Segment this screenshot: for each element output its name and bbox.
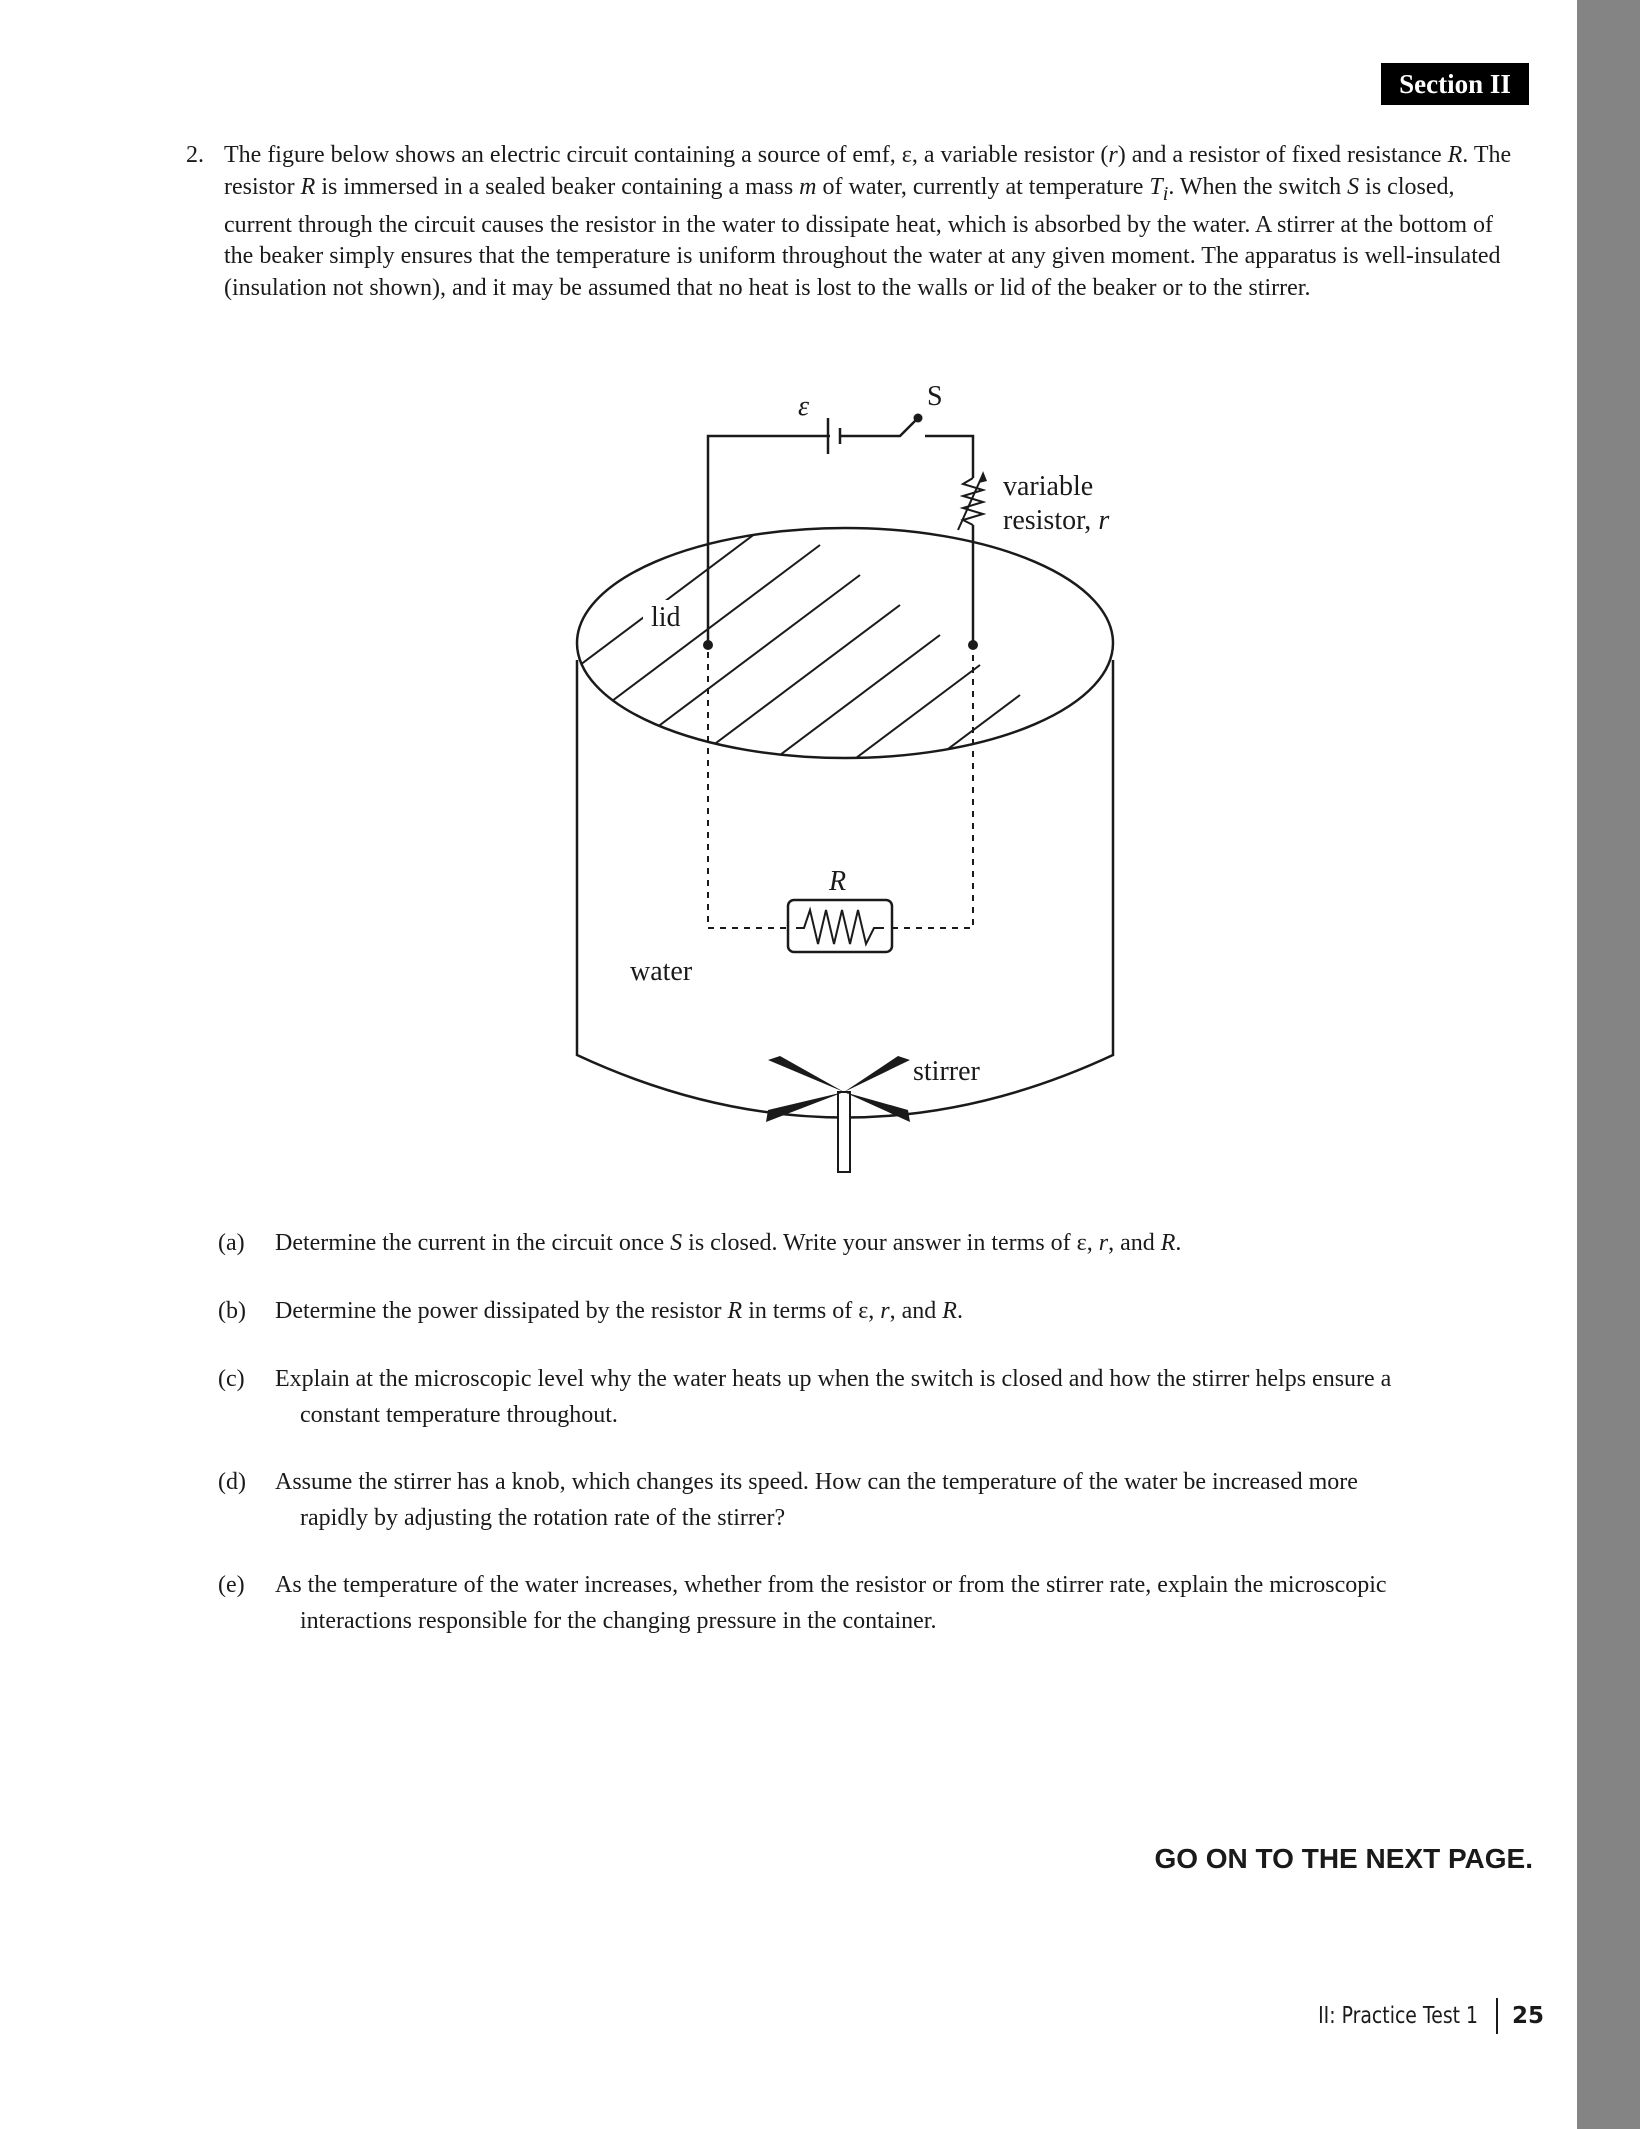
part-line: Assume the stirrer has a knob, which changes its speed. How can the temperature of the water be increased more xyxy=(275,1469,1358,1495)
page-footer xyxy=(1150,1996,1544,2036)
variable-resistor-label-line2 xyxy=(1003,505,1109,536)
circuit-diagram xyxy=(540,370,1140,1180)
part-line: Determine the power dissipated by the resistor R in terms of ε, r, and R. xyxy=(275,1298,963,1324)
switch-pivot xyxy=(914,414,923,423)
lid-terminal-right xyxy=(968,640,978,650)
part-line: Determine the current in the circuit once S is closed. Write your answer in terms of ε, r, and R. xyxy=(275,1230,1182,1256)
stirrer-label: stirrer xyxy=(913,1056,980,1087)
part-text xyxy=(275,1293,1505,1329)
part-label: (b) xyxy=(218,1298,246,1324)
page-number: 25 xyxy=(1511,2003,1544,2029)
question-intro: The figure below shows an electric circuit containing a source of emf, ε, a variable resistor (r) and a resistor of fixed resistance R. The resistor R is immersed in a sealed beaker containing a mass m of water, currently at temperature $T_i$. When the switch S is closed, current through the circuit causes the resistor in the water to dissipate heat, which is absorbed by the water. A stirrer at the bottom of the beaker simply ensures that the temperature is uniform throughout the water at any given moment. The apparatus is well-insulated (insulation not shown), and it may be assumed that no heat is lost to the walls or lid of the beaker or to the stirrer. xyxy=(224,142,1512,301)
go-on-notice: GO ON TO THE NEXT PAGE. xyxy=(1154,1843,1533,1874)
part-continuation: constant temperature throughout. xyxy=(300,1402,618,1428)
variable-resistor-word: resistor, xyxy=(1003,505,1092,536)
section-tab xyxy=(1381,63,1529,105)
part-text xyxy=(275,1567,1505,1639)
part-text xyxy=(275,1464,1505,1536)
footer-divider xyxy=(1496,1998,1498,2034)
part-label: (e) xyxy=(218,1572,245,1598)
variable-resistor-symbol: r xyxy=(1098,505,1110,536)
part-label: (a) xyxy=(218,1230,245,1256)
part-continuation: interactions responsible for the changing pressure in the container. xyxy=(300,1608,937,1634)
part-continuation: rapidly by adjusting the rotation rate of the stirrer? xyxy=(300,1505,786,1531)
fixed-resistor xyxy=(788,900,892,952)
part-label: (d) xyxy=(218,1469,246,1495)
part-text xyxy=(275,1361,1505,1433)
part-line: Explain at the microscopic level why the water heats up when the switch is closed and how the stirrer helps ensure a xyxy=(275,1366,1392,1392)
switch-label: S xyxy=(927,381,943,412)
lid-label: lid xyxy=(651,602,681,633)
lid-terminal-left xyxy=(703,640,713,650)
part-label: (c) xyxy=(218,1366,245,1392)
variable-resistor xyxy=(958,471,987,530)
page-edge-bar xyxy=(1577,0,1640,2129)
part-text xyxy=(275,1225,1505,1261)
footer-title: II: Practice Test 1 xyxy=(1318,2003,1478,2029)
section-label: Section II xyxy=(1399,68,1511,99)
variable-resistor-label-line1: variable xyxy=(1003,471,1094,502)
circuit-figure xyxy=(540,370,1140,1180)
water-label: water xyxy=(630,956,693,987)
question-number: 2. xyxy=(186,142,204,168)
part-line: As the temperature of the water increases, whether from the resistor or from the stirrer rate, explain the microscopic xyxy=(275,1572,1387,1598)
emf-symbol: ε xyxy=(798,391,810,422)
resistor-label: R xyxy=(829,866,847,897)
